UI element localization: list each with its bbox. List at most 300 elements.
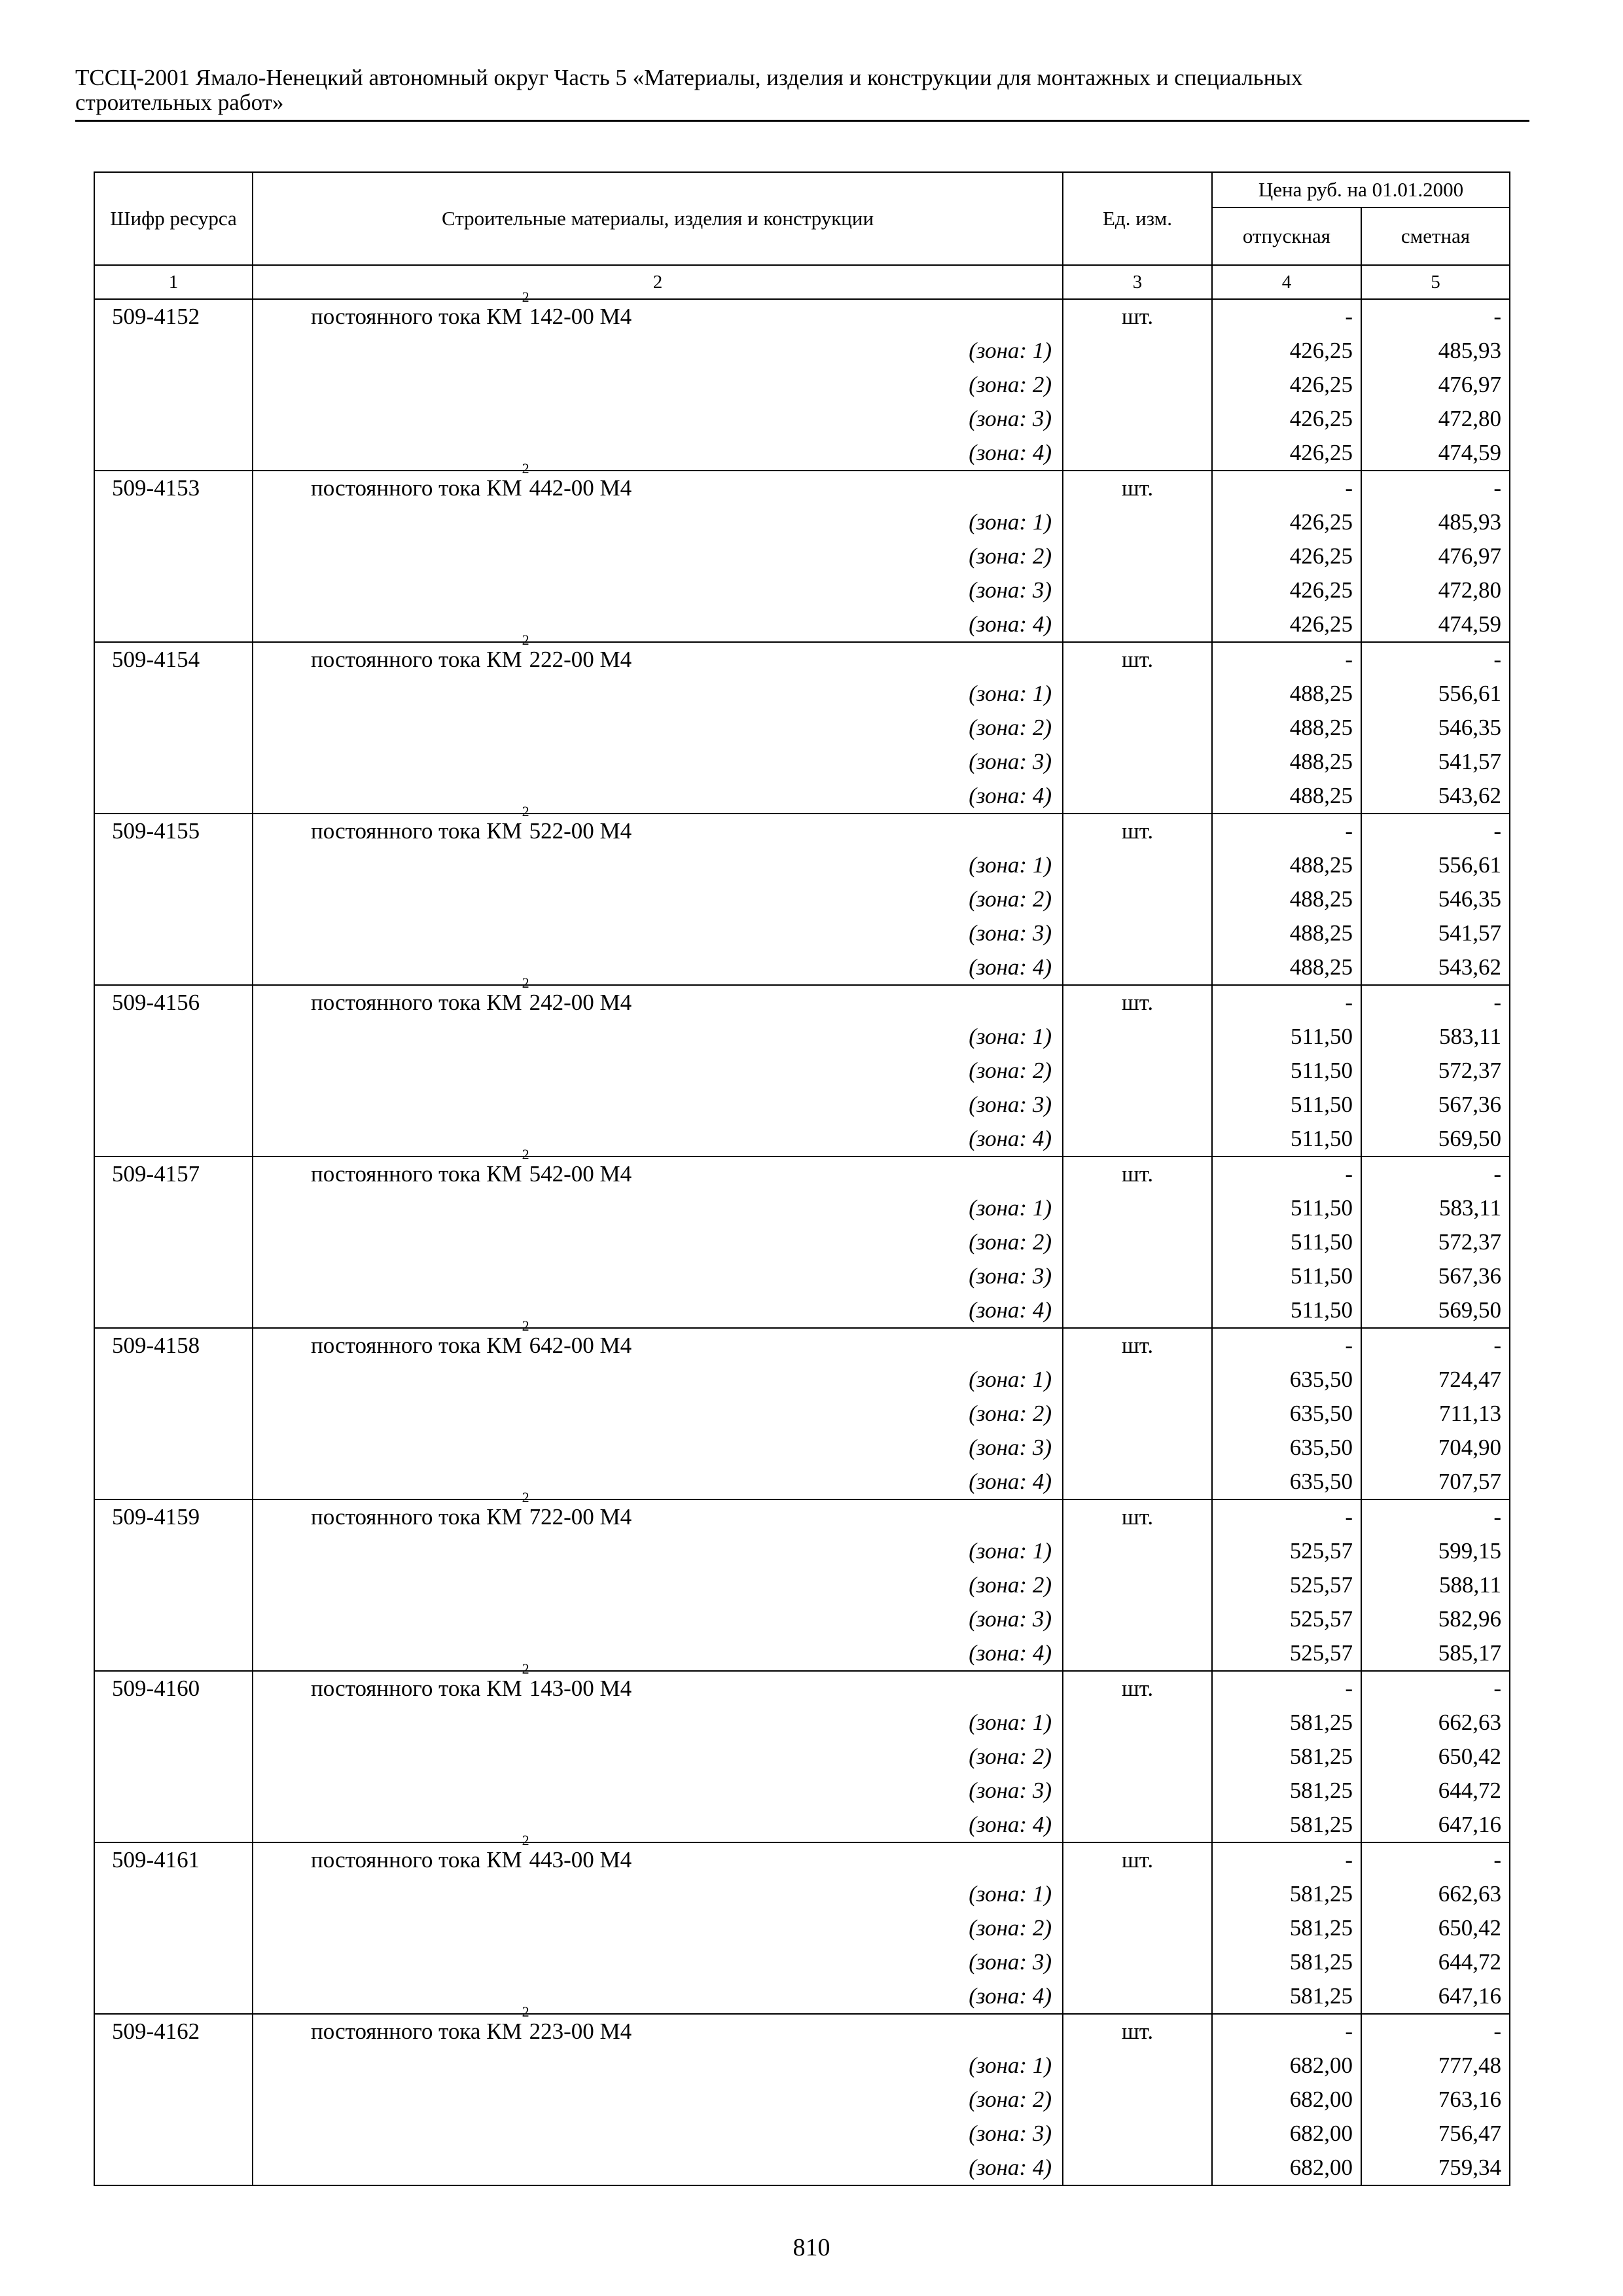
- unit-empty: [1063, 1534, 1212, 1568]
- column-header-estimate-price: сметная: [1361, 207, 1510, 265]
- description-prefix: постоянного тока КМ: [311, 990, 522, 1015]
- resource-code-empty: [94, 1363, 253, 1397]
- release-price: 488,25: [1212, 848, 1361, 882]
- release-price: 488,25: [1212, 882, 1361, 916]
- zone-row: [94, 2117, 1510, 2151]
- header-line-1: ТССЦ-2001 Ямало-Ненецкий автономный округ Часть 5 «Материалы, изделия и конструкции для монтажных и специальных: [75, 65, 1303, 90]
- resource-code: 509-4162: [94, 2014, 253, 2049]
- zone-label: (зона: 1): [253, 1534, 1063, 1568]
- unit-empty: [1063, 436, 1212, 471]
- column-number: 5: [1361, 265, 1510, 299]
- zone-label: (зона: 4): [253, 779, 1063, 814]
- resource-code-empty: [94, 1636, 253, 1671]
- unit-of-measure: шт.: [1063, 1157, 1212, 1191]
- material-description: [253, 289, 1063, 334]
- description-suffix: 722-00 М4: [529, 1504, 632, 1530]
- description-suffix: 142-00 М4: [529, 304, 632, 329]
- header-line-2: строительных работ»: [75, 90, 284, 115]
- unit-empty: [1063, 1259, 1212, 1293]
- resource-code-empty: [94, 779, 253, 814]
- release-price: 511,50: [1212, 1259, 1361, 1293]
- table-row: [94, 2014, 1510, 2049]
- unit-empty: [1063, 1020, 1212, 1054]
- zone-row: [94, 1122, 1510, 1157]
- description-prefix: постоянного тока КМ: [311, 1504, 522, 1530]
- zone-row: [94, 1774, 1510, 1808]
- zone-label: (зона: 4): [253, 607, 1063, 642]
- zone-label: (зона: 3): [253, 745, 1063, 779]
- description-superscript: 2: [522, 975, 529, 991]
- zone-label: (зона: 2): [253, 368, 1063, 402]
- unit-empty: [1063, 1293, 1212, 1328]
- zone-row: [94, 573, 1510, 607]
- zone-row: [94, 711, 1510, 745]
- page-number: 810: [793, 2234, 830, 2261]
- resource-code-empty: [94, 1706, 253, 1740]
- description-suffix: 542-00 М4: [529, 1161, 632, 1187]
- estimate-price: -: [1361, 1157, 1510, 1191]
- estimate-price: -: [1361, 1671, 1510, 1706]
- release-price: 581,25: [1212, 1945, 1361, 1979]
- unit-of-measure: шт.: [1063, 1499, 1212, 1534]
- resource-code: 509-4157: [94, 1157, 253, 1191]
- release-price: 682,00: [1212, 2117, 1361, 2151]
- release-price: 635,50: [1212, 1465, 1361, 1499]
- estimate-price: -: [1361, 2014, 1510, 2049]
- estimate-price: 546,35: [1361, 882, 1510, 916]
- description-prefix: постоянного тока КМ: [311, 1333, 522, 1358]
- estimate-price: 541,57: [1361, 916, 1510, 950]
- estimate-price: -: [1361, 471, 1510, 505]
- zone-label: (зона: 3): [253, 1774, 1063, 1808]
- material-description: [253, 975, 1063, 1020]
- unit-empty: [1063, 368, 1212, 402]
- zone-label: (зона: 3): [253, 402, 1063, 436]
- zone-row: [94, 539, 1510, 573]
- zone-row: [94, 368, 1510, 402]
- resource-code-empty: [94, 1259, 253, 1293]
- zone-label: (зона: 2): [253, 1225, 1063, 1259]
- resource-code: 509-4153: [94, 471, 253, 505]
- unit-empty: [1063, 539, 1212, 573]
- material-description: [253, 803, 1063, 848]
- column-number: 1: [94, 265, 253, 299]
- column-number: 4: [1212, 265, 1361, 299]
- estimate-price: 585,17: [1361, 1636, 1510, 1671]
- estimate-price: 662,63: [1361, 1877, 1510, 1911]
- unit-of-measure: шт.: [1063, 814, 1212, 848]
- zone-row: [94, 1088, 1510, 1122]
- description-suffix: 642-00 М4: [529, 1333, 632, 1358]
- table-row: [94, 471, 1510, 505]
- resource-code-empty: [94, 1740, 253, 1774]
- release-price: -: [1212, 1328, 1361, 1363]
- zone-label: (зона: 1): [253, 1191, 1063, 1225]
- unit-empty: [1063, 848, 1212, 882]
- material-description: [253, 1489, 1063, 1534]
- release-price: 511,50: [1212, 1054, 1361, 1088]
- resource-code-empty: [94, 1808, 253, 1842]
- resource-code-empty: [94, 1945, 253, 1979]
- estimate-price: 704,90: [1361, 1431, 1510, 1465]
- unit-empty: [1063, 1225, 1212, 1259]
- zone-label: (зона: 3): [253, 573, 1063, 607]
- resource-code-empty: [94, 607, 253, 642]
- zone-row: [94, 1054, 1510, 1088]
- unit-empty: [1063, 1363, 1212, 1397]
- zone-row: [94, 1259, 1510, 1293]
- estimate-price: 777,48: [1361, 2049, 1510, 2083]
- estimate-price: 474,59: [1361, 607, 1510, 642]
- unit-empty: [1063, 711, 1212, 745]
- zone-label: (зона: 4): [253, 436, 1063, 471]
- unit-of-measure: шт.: [1063, 642, 1212, 677]
- description-prefix: постоянного тока КМ: [311, 818, 522, 844]
- column-header-name: Строительные материалы, изделия и конструкции: [253, 172, 1063, 265]
- resource-code-empty: [94, 1191, 253, 1225]
- estimate-price: 485,93: [1361, 334, 1510, 368]
- estimate-price: 759,34: [1361, 2151, 1510, 2185]
- resource-code-empty: [94, 711, 253, 745]
- zone-label: (зона: 2): [253, 1740, 1063, 1774]
- zone-label: (зона: 3): [253, 1431, 1063, 1465]
- resource-code-empty: [94, 1877, 253, 1911]
- estimate-price: 541,57: [1361, 745, 1510, 779]
- zone-label: (зона: 4): [253, 1808, 1063, 1842]
- unit-empty: [1063, 1465, 1212, 1499]
- resource-code-empty: [94, 950, 253, 985]
- zone-label: (зона: 4): [253, 1979, 1063, 2014]
- unit-empty: [1063, 1431, 1212, 1465]
- unit-empty: [1063, 1808, 1212, 1842]
- unit-of-measure: шт.: [1063, 1671, 1212, 1706]
- description-superscript: 2: [522, 1832, 529, 1848]
- estimate-price: -: [1361, 299, 1510, 334]
- description-prefix: постоянного тока КМ: [311, 1676, 522, 1701]
- resource-code-empty: [94, 573, 253, 607]
- description-prefix: постоянного тока КМ: [311, 475, 522, 501]
- description-superscript: 2: [522, 289, 529, 305]
- unit-empty: [1063, 1636, 1212, 1671]
- resource-code-empty: [94, 2117, 253, 2151]
- resource-code-empty: [94, 1774, 253, 1808]
- zone-label: (зона: 1): [253, 2049, 1063, 2083]
- zone-row: [94, 1568, 1510, 1602]
- release-price: 488,25: [1212, 677, 1361, 711]
- release-price: 511,50: [1212, 1225, 1361, 1259]
- resource-code-empty: [94, 1088, 253, 1122]
- description-suffix: 223-00 М4: [529, 2018, 632, 2044]
- estimate-price: 644,72: [1361, 1774, 1510, 1808]
- unit-empty: [1063, 745, 1212, 779]
- zone-row: [94, 436, 1510, 471]
- resource-code-empty: [94, 1465, 253, 1499]
- resource-code-empty: [94, 1568, 253, 1602]
- zone-label: (зона: 1): [253, 505, 1063, 539]
- column-header-release-price: отпускная: [1212, 207, 1361, 265]
- estimate-price: 583,11: [1361, 1191, 1510, 1225]
- column-header-code: Шифр ресурса: [94, 172, 253, 265]
- description-suffix: 143-00 М4: [529, 1676, 632, 1701]
- release-price: -: [1212, 1671, 1361, 1706]
- resource-code: 509-4152: [94, 299, 253, 334]
- resource-code-empty: [94, 402, 253, 436]
- release-price: -: [1212, 1499, 1361, 1534]
- zone-row: [94, 334, 1510, 368]
- table-body: [94, 289, 1510, 2185]
- zone-row: [94, 1945, 1510, 1979]
- unit-empty: [1063, 916, 1212, 950]
- material-description: [253, 632, 1063, 677]
- zone-label: (зона: 2): [253, 882, 1063, 916]
- release-price: 682,00: [1212, 2083, 1361, 2117]
- release-price: 635,50: [1212, 1431, 1361, 1465]
- column-header-price: Цена руб. на 01.01.2000: [1212, 172, 1510, 207]
- resource-code-empty: [94, 916, 253, 950]
- description-suffix: 242-00 М4: [529, 990, 632, 1015]
- estimate-price: 543,62: [1361, 950, 1510, 985]
- resource-code-empty: [94, 1122, 253, 1157]
- zone-label: (зона: 1): [253, 1363, 1063, 1397]
- release-price: 426,25: [1212, 607, 1361, 642]
- estimate-price: -: [1361, 814, 1510, 848]
- resource-code-empty: [94, 334, 253, 368]
- estimate-price: 582,96: [1361, 1602, 1510, 1636]
- zone-label: (зона: 3): [253, 1602, 1063, 1636]
- zone-row: [94, 779, 1510, 814]
- unit-empty: [1063, 1191, 1212, 1225]
- zone-label: (зона: 1): [253, 1706, 1063, 1740]
- table-row: [94, 1671, 1510, 1706]
- resource-code-empty: [94, 2049, 253, 2083]
- release-price: 511,50: [1212, 1122, 1361, 1157]
- unit-empty: [1063, 2049, 1212, 2083]
- release-price: 581,25: [1212, 1911, 1361, 1945]
- zone-row: [94, 1706, 1510, 1740]
- unit-empty: [1063, 607, 1212, 642]
- estimate-price: 567,36: [1361, 1259, 1510, 1293]
- resource-code-empty: [94, 1054, 253, 1088]
- zone-row: [94, 1534, 1510, 1568]
- estimate-price: 756,47: [1361, 2117, 1510, 2151]
- zone-label: (зона: 2): [253, 1568, 1063, 1602]
- estimate-price: -: [1361, 1842, 1510, 1877]
- release-price: -: [1212, 1842, 1361, 1877]
- release-price: 581,25: [1212, 1877, 1361, 1911]
- description-superscript: 2: [522, 1318, 529, 1334]
- estimate-price: -: [1361, 642, 1510, 677]
- estimate-price: 569,50: [1361, 1293, 1510, 1328]
- estimate-price: 583,11: [1361, 1020, 1510, 1054]
- unit-empty: [1063, 1706, 1212, 1740]
- material-description: [253, 1660, 1063, 1706]
- release-price: 525,57: [1212, 1534, 1361, 1568]
- zone-label: (зона: 3): [253, 1088, 1063, 1122]
- zone-row: [94, 1363, 1510, 1397]
- description-superscript: 2: [522, 2003, 529, 2020]
- unit-empty: [1063, 2083, 1212, 2117]
- description-prefix: постоянного тока КМ: [311, 304, 522, 329]
- zone-row: [94, 1636, 1510, 1671]
- resource-code: 509-4156: [94, 985, 253, 1020]
- estimate-price: -: [1361, 1499, 1510, 1534]
- material-description: [253, 460, 1063, 505]
- estimate-price: 724,47: [1361, 1363, 1510, 1397]
- zone-row: [94, 607, 1510, 642]
- release-price: 426,25: [1212, 402, 1361, 436]
- unit-empty: [1063, 1774, 1212, 1808]
- unit-empty: [1063, 1568, 1212, 1602]
- release-price: -: [1212, 1157, 1361, 1191]
- zone-row: [94, 505, 1510, 539]
- description-suffix: 522-00 М4: [529, 818, 632, 844]
- zone-label: (зона: 4): [253, 1465, 1063, 1499]
- zone-row: [94, 882, 1510, 916]
- unit-empty: [1063, 1088, 1212, 1122]
- estimate-price: 476,97: [1361, 368, 1510, 402]
- unit-empty: [1063, 2151, 1212, 2185]
- zone-row: [94, 1020, 1510, 1054]
- zone-row: [94, 1225, 1510, 1259]
- release-price: 581,25: [1212, 1774, 1361, 1808]
- estimate-price: 556,61: [1361, 677, 1510, 711]
- resource-code: 509-4158: [94, 1328, 253, 1363]
- zone-label: (зона: 2): [253, 2083, 1063, 2117]
- resource-code-empty: [94, 1293, 253, 1328]
- zone-row: [94, 1740, 1510, 1774]
- release-price: 511,50: [1212, 1020, 1361, 1054]
- resource-code-empty: [94, 1020, 253, 1054]
- unit-empty: [1063, 2117, 1212, 2151]
- resource-code-empty: [94, 2083, 253, 2117]
- zone-label: (зона: 4): [253, 1293, 1063, 1328]
- estimate-price: 662,63: [1361, 1706, 1510, 1740]
- estimate-price: 572,37: [1361, 1054, 1510, 1088]
- estimate-price: 650,42: [1361, 1911, 1510, 1945]
- release-price: -: [1212, 2014, 1361, 2049]
- material-description: [253, 1832, 1063, 1877]
- zone-label: (зона: 3): [253, 2117, 1063, 2151]
- description-superscript: 2: [522, 803, 529, 819]
- zone-label: (зона: 1): [253, 1877, 1063, 1911]
- release-price: 426,25: [1212, 505, 1361, 539]
- zone-label: (зона: 2): [253, 539, 1063, 573]
- table-row: [94, 985, 1510, 1020]
- release-price: 635,50: [1212, 1363, 1361, 1397]
- release-price: -: [1212, 471, 1361, 505]
- price-table: [94, 171, 1510, 2186]
- unit-empty: [1063, 334, 1212, 368]
- column-header-unit: Ед. изм.: [1063, 172, 1212, 265]
- resource-code-empty: [94, 882, 253, 916]
- zone-row: [94, 1431, 1510, 1465]
- zone-row: [94, 677, 1510, 711]
- resource-code-empty: [94, 1534, 253, 1568]
- release-price: -: [1212, 299, 1361, 334]
- estimate-price: 763,16: [1361, 2083, 1510, 2117]
- zone-row: [94, 745, 1510, 779]
- zone-row: [94, 848, 1510, 882]
- zone-row: [94, 2151, 1510, 2185]
- zone-row: [94, 1911, 1510, 1945]
- zone-label: (зона: 4): [253, 2151, 1063, 2185]
- resource-code-empty: [94, 745, 253, 779]
- zone-row: [94, 1979, 1510, 2014]
- unit-of-measure: шт.: [1063, 985, 1212, 1020]
- estimate-price: 707,57: [1361, 1465, 1510, 1499]
- zone-label: (зона: 4): [253, 1122, 1063, 1157]
- resource-code-empty: [94, 436, 253, 471]
- resource-code-empty: [94, 539, 253, 573]
- description-prefix: постоянного тока КМ: [311, 647, 522, 672]
- release-price: 488,25: [1212, 711, 1361, 745]
- zone-row: [94, 1602, 1510, 1636]
- document-header: [75, 65, 1528, 115]
- description-suffix: 442-00 М4: [529, 475, 632, 501]
- zone-row: [94, 1465, 1510, 1499]
- material-description: [253, 1318, 1063, 1363]
- unit-empty: [1063, 1054, 1212, 1088]
- release-price: 635,50: [1212, 1397, 1361, 1431]
- unit-empty: [1063, 1602, 1212, 1636]
- description-suffix: 443-00 М4: [529, 1847, 632, 1873]
- unit-empty: [1063, 779, 1212, 814]
- estimate-price: 567,36: [1361, 1088, 1510, 1122]
- unit-empty: [1063, 1945, 1212, 1979]
- zone-label: (зона: 1): [253, 1020, 1063, 1054]
- table-row: [94, 642, 1510, 677]
- description-prefix: постоянного тока КМ: [311, 1161, 522, 1187]
- unit-of-measure: шт.: [1063, 1328, 1212, 1363]
- table-row: [94, 1499, 1510, 1534]
- resource-code-empty: [94, 2151, 253, 2185]
- resource-code-empty: [94, 1602, 253, 1636]
- table-row: [94, 299, 1510, 334]
- estimate-price: 647,16: [1361, 1808, 1510, 1842]
- zone-label: (зона: 2): [253, 711, 1063, 745]
- release-price: 581,25: [1212, 1808, 1361, 1842]
- unit-of-measure: шт.: [1063, 299, 1212, 334]
- resource-code-empty: [94, 1911, 253, 1945]
- estimate-price: 556,61: [1361, 848, 1510, 882]
- table-row: [94, 1842, 1510, 1877]
- zone-row: [94, 1877, 1510, 1911]
- zone-row: [94, 916, 1510, 950]
- header-divider: [75, 120, 1529, 122]
- estimate-price: 485,93: [1361, 505, 1510, 539]
- description-superscript: 2: [522, 1660, 529, 1677]
- release-price: 581,25: [1212, 1740, 1361, 1774]
- release-price: 682,00: [1212, 2049, 1361, 2083]
- zone-label: (зона: 2): [253, 1054, 1063, 1088]
- zone-label: (зона: 4): [253, 1636, 1063, 1671]
- estimate-price: 569,50: [1361, 1122, 1510, 1157]
- unit-empty: [1063, 882, 1212, 916]
- description-prefix: постоянного тока КМ: [311, 1847, 522, 1873]
- zone-label: (зона: 1): [253, 677, 1063, 711]
- unit-empty: [1063, 573, 1212, 607]
- resource-code-empty: [94, 1431, 253, 1465]
- zone-row: [94, 2049, 1510, 2083]
- zone-row: [94, 2083, 1510, 2117]
- zone-label: (зона: 3): [253, 1259, 1063, 1293]
- unit-of-measure: шт.: [1063, 471, 1212, 505]
- release-price: 426,25: [1212, 436, 1361, 471]
- description-superscript: 2: [522, 460, 529, 476]
- release-price: 525,57: [1212, 1636, 1361, 1671]
- resource-code-empty: [94, 677, 253, 711]
- estimate-price: 650,42: [1361, 1740, 1510, 1774]
